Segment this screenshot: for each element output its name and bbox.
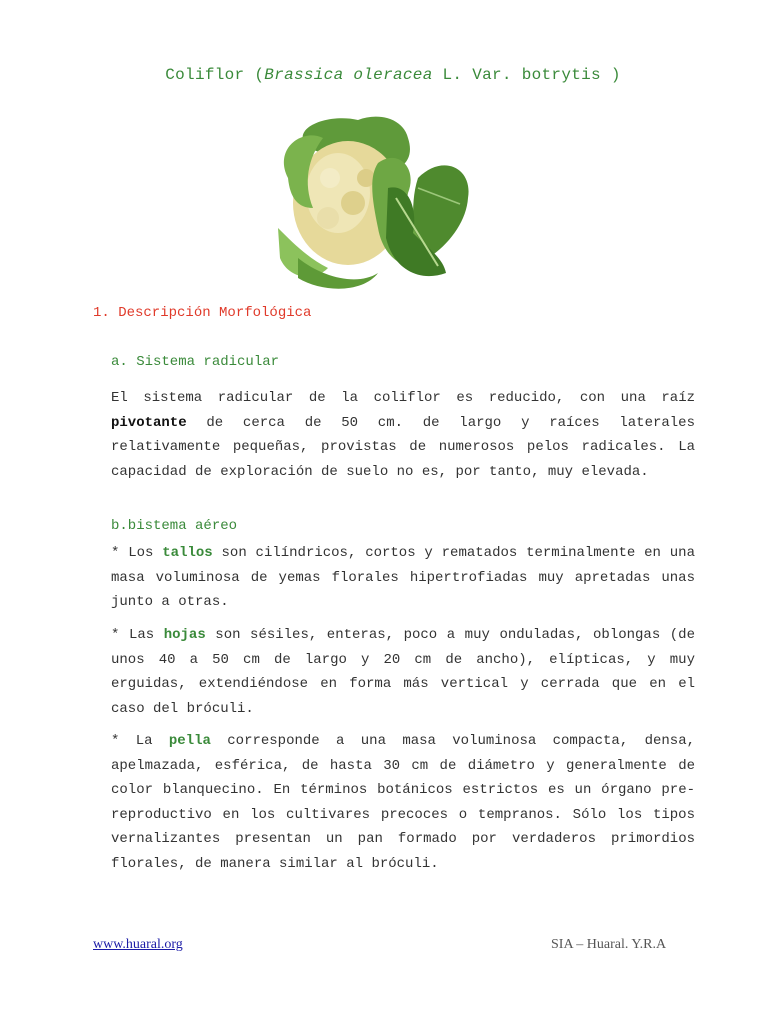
footer-credit: SIA – Huaral. Y.R.A	[551, 937, 667, 952]
document-title	[0, 66, 768, 84]
title-variety: L. Var. botrytis )	[432, 66, 621, 84]
paragraph-text: son cilíndricos, cortos y rematados terminalmente en una masa voluminosa de yemas florales hipertrofiadas muy apretadas unas junto a otras.	[111, 545, 695, 611]
paragraph-stems	[111, 541, 695, 615]
subsection-heading-aerial-system: b.bistema aéreo	[111, 518, 238, 534]
title-common: Coliflor (	[165, 66, 265, 84]
paragraph-text: El sistema radicular de la coliflor es reducido, con una raíz	[111, 390, 695, 406]
subsection-heading-root-system: a. Sistema radicular	[111, 354, 280, 370]
term-pella: pella	[168, 733, 211, 749]
paragraph-text: de cerca de 50 cm. de largo y raíces laterales relativamente pequeñas, provistas de numerosos pelos radicales. La capacidad de exploración de suelo no es, por tanto, muy elevada.	[111, 414, 695, 480]
term-tallos: tallos	[162, 545, 213, 561]
footer-website-link[interactable]: www.huaral.org	[93, 937, 183, 952]
paragraph-text: * Los	[111, 545, 163, 561]
paragraph-text: corresponde a una masa voluminosa compacta, densa, apelmazada, esférica, de hasta 30 cm de diámetro y generalmente de color blanquecino. En términos botánicos estrictos es un órgano pre-reproductivo en los cultivares precoces o tempranos. Sólo los tipos vernalizantes presentan un pan formado por verdaderos primordios florales, de manera similar al bróculi.	[111, 733, 695, 872]
term-pivotante: pivotante	[111, 414, 187, 431]
term-hojas: hojas	[163, 627, 206, 643]
paragraph-leaves	[111, 623, 695, 721]
paragraph-curd	[111, 729, 695, 877]
cauliflower-illustration	[268, 108, 478, 293]
section-heading-morphology: 1. Descripción Morfológica	[93, 305, 312, 321]
title-scientific-name: Brassica oleracea	[264, 66, 433, 84]
paragraph-text: * La	[111, 733, 169, 749]
paragraph-root-system	[111, 386, 695, 484]
paragraph-text: * Las	[111, 627, 164, 643]
paragraph-text: son sésiles, enteras, poco a muy onduladas, oblongas (de unos 40 a 50 cm de largo y 20 cm de ancho), elípticas, y muy erguidas, extendiéndose en forma más vertical y cerrada que en el caso del bróculi.	[111, 627, 695, 717]
